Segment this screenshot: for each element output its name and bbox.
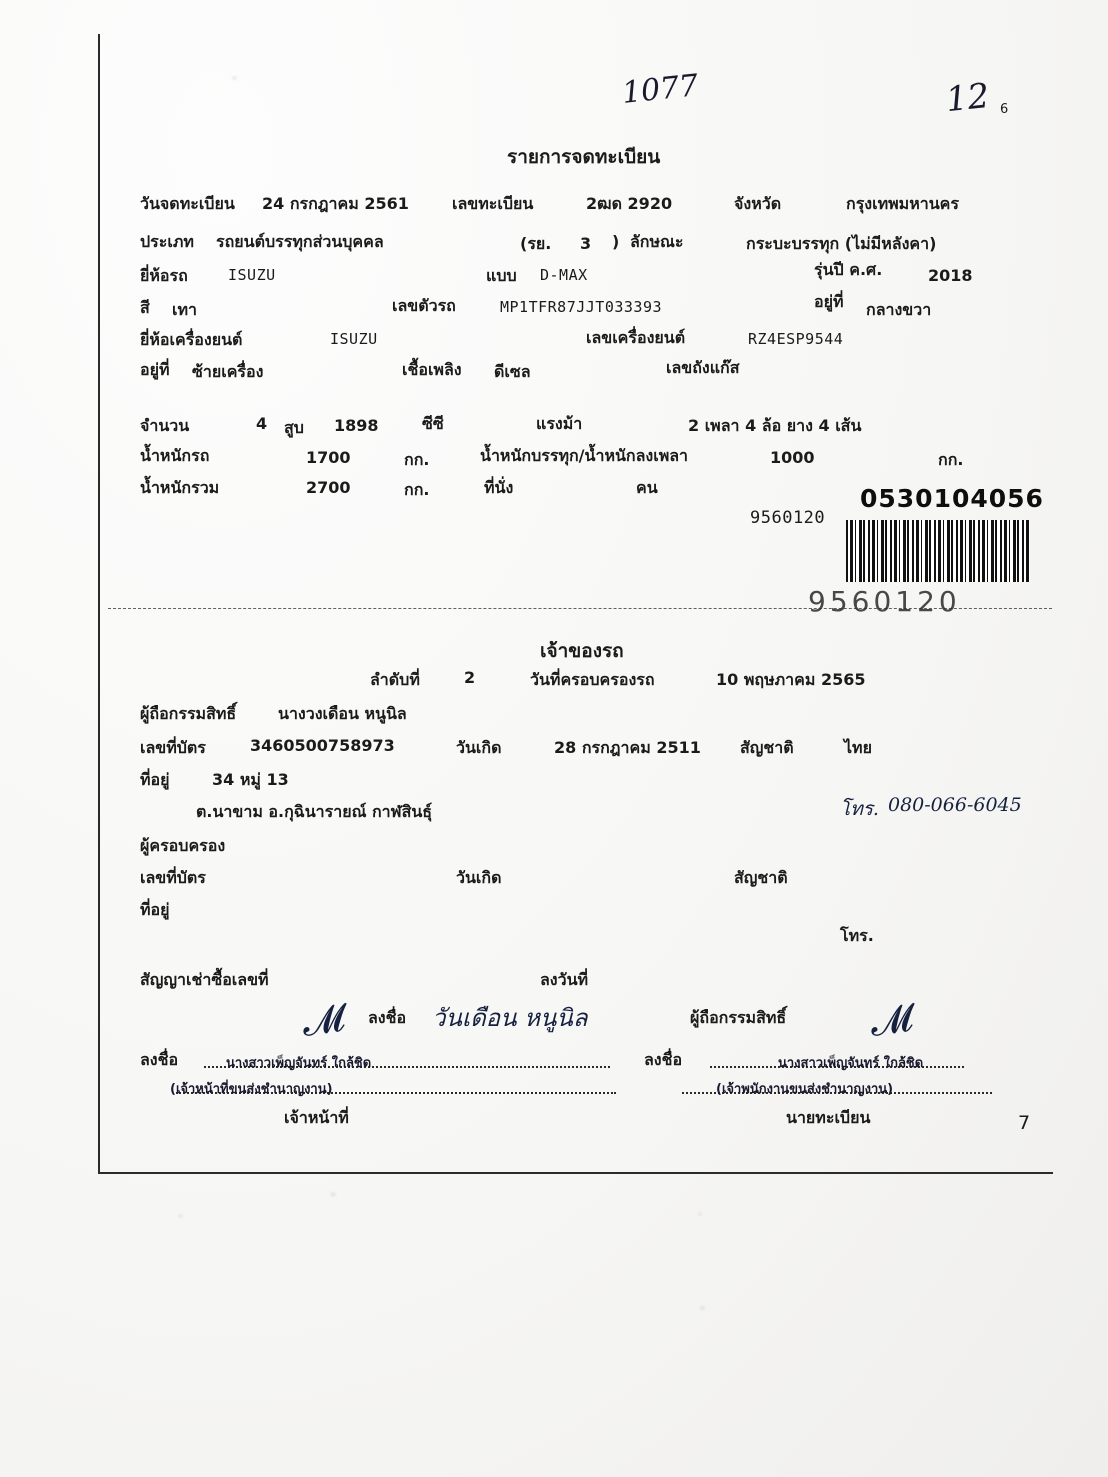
role-right-registrar: นายทะเบียน	[786, 1108, 871, 1127]
value-address-line2: ต.นาขาม อ.กุฉินารายณ์ กาฬสินธุ์	[196, 802, 433, 821]
scan-speck	[330, 1192, 336, 1197]
page-number-bottom: 7	[1018, 1112, 1031, 1134]
label-possessor-birthdate: วันเกิด	[456, 868, 502, 887]
label-reg-number: เลขทะเบียน	[452, 194, 534, 213]
value-engine-brand: ISUZU	[330, 330, 378, 348]
label-curb-weight: น้ำหนักรถ	[140, 446, 210, 465]
label-seats-unit: คน	[636, 478, 658, 497]
scan-speck	[178, 1214, 183, 1218]
label-curb-weight-unit: กก.	[404, 450, 430, 469]
value-brand: ISUZU	[228, 266, 276, 284]
barcode-number-under: 9560120	[808, 585, 961, 618]
value-reg-date: 24 กรกฎาคม 2561	[262, 194, 409, 213]
value-address-line1: 34 หมู่ 13	[212, 770, 289, 789]
label-type-code: (รย.	[520, 234, 552, 253]
label-engine-number: เลขเครื่องยนต์	[586, 328, 686, 347]
label-nationality: สัญชาติ	[740, 738, 794, 757]
label-sequence: ลำดับที่	[370, 670, 420, 689]
value-province: กรุงเทพมหานคร	[846, 194, 959, 213]
value-holder: นางวงเดือน หนูนิล	[278, 704, 407, 723]
label-gross-weight: น้ำหนักรวม	[140, 478, 220, 497]
label-sign-right: ลงชื่อ	[644, 1050, 683, 1069]
label-possessor-phone: โทร.	[840, 926, 874, 945]
label-gas-tank-number: เลขถังแก๊ส	[666, 358, 740, 377]
label-model: แบบ	[486, 266, 517, 285]
label-possessor-nationality: สัญชาติ	[734, 868, 788, 887]
label-horsepower: แรงม้า	[536, 414, 583, 433]
value-model: D-MAX	[540, 266, 588, 284]
value-year: 2018	[928, 266, 973, 285]
label-load-weight-unit: กก.	[938, 450, 964, 469]
value-cylinders: 4	[256, 414, 268, 433]
label-seats: ที่นั่ง	[484, 478, 514, 497]
value-owner-phone: 080-066-6045	[888, 794, 1022, 816]
label-fuel: เชื้อเพลิง	[402, 360, 462, 379]
label-color: สี	[140, 298, 150, 317]
value-type-code: 3	[580, 234, 592, 253]
value-fuel: ดีเซล	[494, 362, 531, 381]
value-chassis-number: MP1TFR87JJT033393	[500, 298, 663, 316]
label-contract-date: ลงวันที่	[540, 970, 589, 989]
label-chassis-location: อยู่ที่	[814, 292, 844, 311]
label-hire-purchase-contract: สัญญาเช่าซื้อเลขที่	[140, 970, 269, 989]
owner-section-heading: เจ้าของรถ	[540, 640, 624, 662]
role-left-officer: เจ้าหน้าที่	[284, 1108, 349, 1127]
signature-left-name: นางสาวเพ็ญจันทร์ ใกล้ชิด	[226, 1056, 372, 1071]
label-character: ลักษณะ	[630, 232, 684, 251]
value-engine-location: ซ้ายเครื่อง	[192, 362, 264, 381]
value-axles-wheels-tires: 2 เพลา 4 ล้อ ยาง 4 เส้น	[688, 416, 862, 435]
label-year: รุ่นปี ค.ศ.	[814, 260, 883, 279]
value-possession-date: 10 พฤษภาคม 2565	[716, 670, 866, 689]
label-engine-location: อยู่ที่	[140, 360, 170, 379]
label-possession-date: วันที่ครอบครองรถ	[530, 670, 655, 689]
page-mark-small: 6	[1000, 102, 1009, 117]
label-load-weight: น้ำหนักบรรทุก/น้ำหนักลงเพลา	[480, 446, 689, 465]
label-birthdate: วันเกิด	[456, 738, 502, 757]
label-brand: ยี่ห้อรถ	[140, 266, 188, 285]
value-nationality: ไทย	[844, 738, 872, 757]
label-vehicle-type: ประเภท	[140, 232, 194, 251]
value-curb-weight: 1700	[306, 448, 351, 467]
scan-speck	[232, 76, 237, 80]
label-address: ที่อยู่	[140, 770, 170, 789]
handwritten-top-right-number: 12	[944, 75, 992, 121]
value-id-card: 3460500758973	[250, 736, 395, 755]
value-character: กระบะบรรทุก (ไม่มีหลังคา)	[746, 234, 937, 253]
label-cylinders-unit: สูบ	[284, 418, 304, 437]
value-color: เทา	[172, 300, 197, 319]
value-birthdate: 28 กรกฎาคม 2511	[554, 738, 701, 757]
value-load-weight: 1000	[770, 448, 815, 467]
signature-right-paren: (เจ้าพนักงานขนส่งชำนาญงาน)	[716, 1082, 894, 1097]
value-chassis-location: กลางขวา	[866, 300, 932, 319]
signature-left-paren: (เจ้าหน้าที่ขนส่งชำนาญงาน)	[170, 1082, 333, 1097]
label-engine-brand: ยี่ห้อเครื่องยนต์	[140, 330, 243, 349]
label-id-card: เลขที่บัตร	[140, 738, 206, 757]
label-possessor-id: เลขที่บัตร	[140, 868, 206, 887]
value-engine-number: RZ4ESP9544	[748, 330, 844, 348]
value-sequence: 2	[464, 668, 476, 687]
page-frame-left-line	[98, 34, 100, 1174]
label-possessor-address: ที่อยู่	[140, 900, 170, 919]
signature-mark-right: 𝓜	[867, 995, 916, 1045]
label-owner-phone: โทร.	[840, 798, 879, 820]
barcode-number-left: 9560120	[750, 508, 826, 528]
page-frame-bottom-line	[98, 1172, 1053, 1174]
value-engine-cc: 1898	[334, 416, 379, 435]
label-chassis-number: เลขตัวรถ	[392, 296, 456, 315]
label-sign-left: ลงชื่อ	[140, 1050, 179, 1069]
label-reg-date: วันจดทะเบียน	[140, 194, 235, 213]
label-province: จังหวัด	[734, 194, 782, 213]
label-type-code-close: )	[612, 232, 620, 251]
label-sign-center: ลงชื่อ	[368, 1008, 407, 1027]
value-vehicle-type: รถยนต์บรรทุกส่วนบุคคล	[216, 232, 384, 251]
label-holder: ผู้ถือกรรมสิทธิ์	[140, 704, 237, 723]
signature-mark-left: 𝓜	[299, 995, 348, 1045]
value-gross-weight: 2700	[306, 478, 351, 497]
signature-center-handwritten: วันเดือน หนูนิล	[432, 1004, 588, 1032]
scan-speck	[700, 1306, 705, 1310]
handwritten-top-number: 1077	[620, 68, 700, 111]
label-gross-weight-unit: กก.	[404, 480, 430, 499]
signature-right-name: นางสาวเพ็ญจันทร์ ใกล้ชิด	[778, 1056, 924, 1071]
label-possessor: ผู้ครอบครอง	[140, 836, 226, 855]
scan-speck	[698, 1212, 702, 1216]
barcode-number-right: 0530104056	[860, 484, 1044, 513]
value-reg-number: 2ฒด 2920	[586, 194, 673, 213]
label-cylinders: จำนวน	[140, 416, 190, 435]
page-title: รายการจดทะเบียน	[507, 146, 661, 168]
label-owner-signature: ผู้ถือกรรมสิทธิ์	[690, 1008, 787, 1027]
barcode-image	[846, 520, 1030, 582]
label-cc-unit: ซีซี	[422, 414, 444, 433]
